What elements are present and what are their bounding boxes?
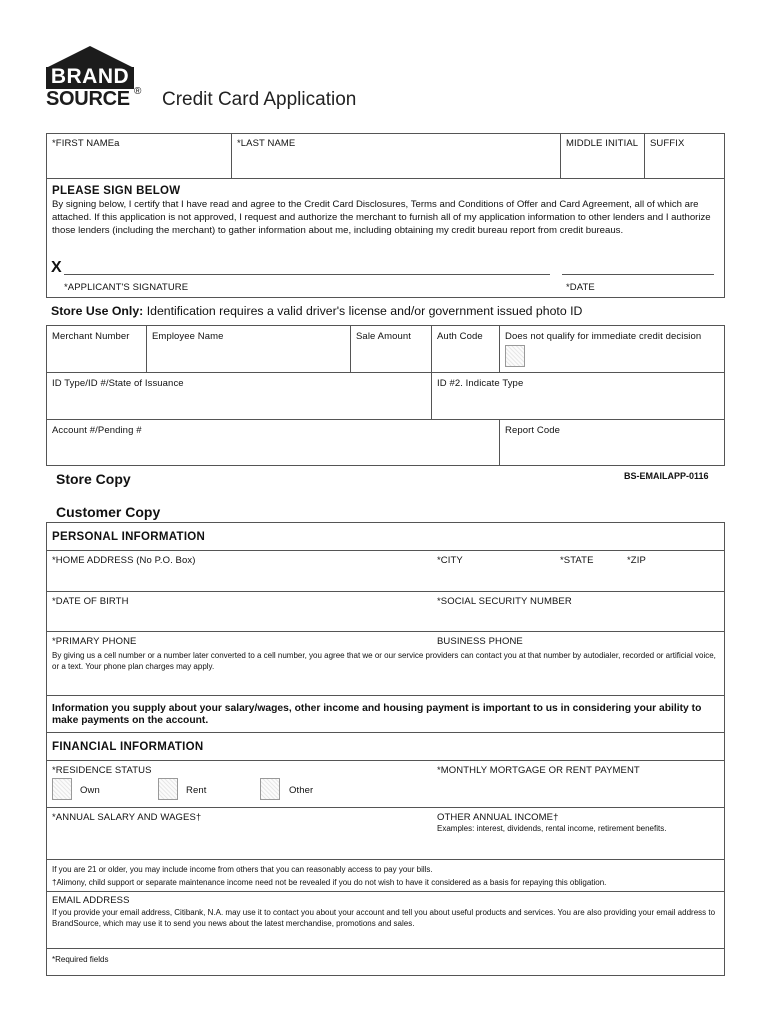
not-qualify-checkbox[interactable]	[505, 345, 525, 367]
salary-notice: Information you supply about your salary/wages, other income and housing payment is important to us in considering your ability to make payments on the account.	[52, 703, 702, 726]
store-use-note: Store Use Only: Identification requires a valid driver's license and/or government issued photo ID	[51, 304, 583, 318]
personal-info-heading: PERSONAL INFORMATION	[52, 531, 206, 543]
date-label: *DATE	[566, 282, 595, 293]
id-type-field[interactable]: ID Type/ID #/State of Issuance	[52, 378, 184, 389]
account-number-field[interactable]: Account #/Pending #	[52, 425, 142, 436]
merchant-number-field[interactable]: Merchant Number	[52, 331, 130, 342]
own-label: Own	[80, 785, 100, 796]
signature-label: *APPLICANT'S SIGNATURE	[64, 282, 189, 293]
annual-salary-field[interactable]: *ANNUAL SALARY AND WAGES†	[52, 812, 202, 823]
report-code-field[interactable]: Report Code	[505, 425, 560, 436]
id2-field[interactable]: ID #2. Indicate Type	[437, 378, 524, 389]
x-mark: X	[51, 259, 62, 276]
sign-text: By signing below, I certify that I have read and agree to the Credit Card Disclosures, Terms and Conditions of Offer and Card Agreement, all of which are attached. If this application is not approved, I request and authorize the merchant to furnish all of my application information to other lenders and I authorize those lenders (including the merchant) to gather information about me, including obtaining my credit bureau report from credit bureaus.	[52, 199, 711, 236]
other-income-examples: Examples: interest, dividends, rental income, retirement benefits.	[437, 824, 667, 833]
business-phone-field[interactable]: BUSINESS PHONE	[437, 636, 523, 647]
state-field[interactable]: *STATE	[560, 555, 594, 566]
email-note: If you provide your email address, Citibank, N.A. may use it to contact you about your account and tell you about useful products and services. You are also providing your email address to BrandSource, which may use it to send you news about the latest merchandise, promotions and sales.	[52, 908, 716, 928]
other-income-field[interactable]: OTHER ANNUAL INCOME†	[437, 812, 559, 823]
residence-status-label: *RESIDENCE STATUS	[52, 765, 152, 776]
other-checkbox[interactable]	[260, 778, 280, 800]
registered-mark: ®	[134, 86, 142, 97]
required-fields-note: *Required fields	[52, 955, 109, 964]
email-address-field[interactable]: EMAIL ADDRESS	[52, 895, 130, 906]
customer-copy-heading: Customer Copy	[56, 504, 161, 520]
rent-label: Rent	[186, 785, 207, 796]
logo-brand-text: BRAND	[50, 65, 130, 88]
store-use-box	[46, 325, 725, 466]
zip-field[interactable]: *ZIP	[627, 555, 646, 566]
primary-phone-field[interactable]: *PRIMARY PHONE	[52, 636, 137, 647]
sign-heading: PLEASE SIGN BELOW	[52, 185, 181, 197]
ssn-field[interactable]: *SOCIAL SECURITY NUMBER	[437, 596, 572, 607]
other-label: Other	[289, 785, 314, 796]
phone-note: By giving us a cell number or a number later converted to a cell number, you agree that we or our service providers can contact you at that number by autodialer, recorded or artificial voice, or a text. Your phone plan charges may apply.	[52, 651, 716, 671]
own-checkbox[interactable]	[52, 778, 72, 800]
signature-line[interactable]	[64, 274, 550, 275]
rent-checkbox[interactable]	[158, 778, 178, 800]
city-field[interactable]: *CITY	[437, 555, 463, 566]
form-code: BS-EMAILAPP-0116	[624, 471, 709, 481]
date-line[interactable]	[562, 274, 714, 275]
suffix-field[interactable]: SUFFIX	[650, 138, 685, 149]
sale-amount-field[interactable]: Sale Amount	[356, 331, 411, 342]
last-name-field[interactable]: *LAST NAME	[237, 138, 296, 149]
first-name-field[interactable]: *FIRST NAMEa	[52, 138, 120, 149]
page-title: Credit Card Application	[162, 89, 357, 110]
auth-code-field[interactable]: Auth Code	[437, 331, 483, 342]
financial-info-heading: FINANCIAL INFORMATION	[52, 741, 204, 753]
home-address-field[interactable]: *HOME ADDRESS (No P.O. Box)	[52, 555, 196, 566]
store-copy-heading: Store Copy	[56, 471, 131, 487]
mortgage-field[interactable]: *MONTHLY MORTGAGE OR RENT PAYMENT	[437, 765, 640, 776]
not-qualify-label: Does not qualify for immediate credit decision	[505, 331, 702, 342]
middle-initial-field[interactable]: MIDDLE INITIAL	[566, 138, 639, 149]
income-note-2: †Alimony, child support or separate maintenance income need not be revealed if you do not wish to have it considered as a basis for repaying this obligation.	[52, 878, 607, 887]
income-note-1: If you are 21 or older, you may include income from others that you can reasonably access to pay your bills.	[52, 865, 433, 874]
logo-source-text: SOURCE	[46, 88, 130, 110]
employee-name-field[interactable]: Employee Name	[152, 331, 224, 342]
dob-field[interactable]: *DATE OF BIRTH	[52, 596, 129, 607]
